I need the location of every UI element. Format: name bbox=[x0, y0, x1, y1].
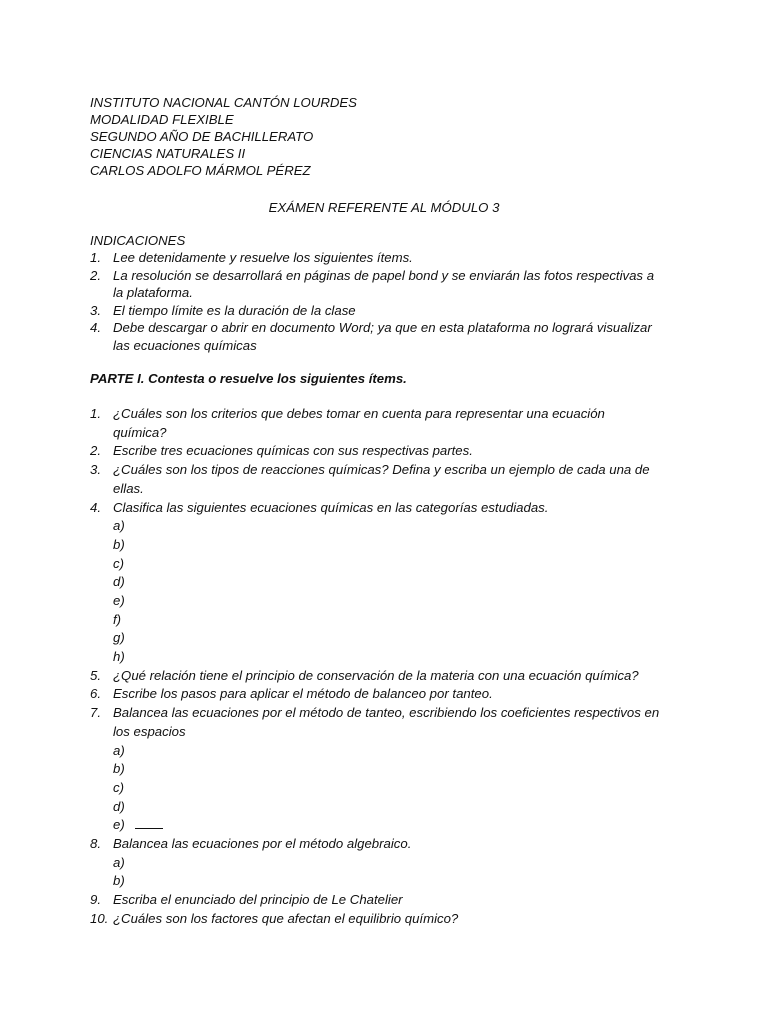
question-number: 3. bbox=[90, 462, 101, 478]
indication-text: Debe descargar o abrir en documento Word; ya que en esta plataforma no logrará visualizar las ecuaciones químicas bbox=[113, 320, 652, 353]
sub-item bbox=[113, 648, 660, 667]
question-number: 9. bbox=[90, 892, 101, 908]
sub-item-label: c) bbox=[113, 555, 124, 571]
question-item bbox=[90, 442, 660, 461]
question-item bbox=[90, 461, 660, 498]
exam-title: EXÁMEN REFERENTE AL MÓDULO 3 bbox=[268, 200, 500, 215]
sub-item bbox=[113, 816, 660, 835]
indication-text: El tiempo límite es la duración de la clase bbox=[113, 302, 356, 318]
question-item bbox=[90, 405, 660, 442]
header-subject: CIENCIAS NATURALES II bbox=[90, 146, 246, 161]
sub-item bbox=[113, 760, 660, 779]
indications-heading: INDICACIONES bbox=[90, 233, 186, 248]
question-text: Balancea las ecuaciones por el método algebraico. bbox=[113, 835, 412, 851]
indication-item bbox=[90, 319, 660, 354]
sub-item bbox=[113, 872, 660, 891]
sub-item bbox=[113, 742, 660, 761]
sub-item-label: e) bbox=[113, 817, 125, 833]
sub-item-label: a) bbox=[113, 854, 125, 870]
question-number: 7. bbox=[90, 705, 101, 721]
question-text: ¿Cuáles son los criterios que debes tomar en cuenta para representar una ecuación química? bbox=[113, 406, 605, 440]
indication-item bbox=[90, 249, 660, 267]
sub-item-list bbox=[113, 854, 660, 891]
question-text: Escriba el enunciado del principio de Le Chatelier bbox=[113, 892, 403, 908]
question-text: ¿Qué relación tiene el principio de conservación de la materia con una ecuación química? bbox=[113, 667, 639, 683]
sub-item bbox=[113, 629, 660, 648]
answer-blank-line bbox=[135, 816, 163, 829]
sub-item bbox=[113, 536, 660, 555]
sub-item bbox=[113, 854, 660, 873]
question-number: 4. bbox=[90, 499, 101, 515]
sub-item bbox=[113, 555, 660, 574]
header-modality: MODALIDAD FLEXIBLE bbox=[90, 112, 234, 127]
sub-item-label: a) bbox=[113, 742, 125, 758]
question-text: Escribe los pasos para aplicar el método de balanceo por tanteo. bbox=[113, 686, 493, 702]
sub-item-label: f) bbox=[113, 611, 122, 627]
question-number: 6. bbox=[90, 686, 101, 702]
header-teacher: CARLOS ADOLFO MÁRMOL PÉREZ bbox=[90, 163, 311, 178]
indication-number: 4. bbox=[90, 320, 101, 335]
question-text: Clasifica las siguientes ecuaciones químicas en las categorías estudiadas. bbox=[113, 499, 549, 515]
question-item bbox=[90, 667, 660, 686]
question-number: 2. bbox=[90, 443, 101, 459]
indication-item bbox=[90, 302, 660, 320]
sub-item-label: c) bbox=[113, 779, 124, 795]
sub-item-label: e) bbox=[113, 592, 125, 608]
sub-item bbox=[113, 798, 660, 817]
indications-section bbox=[90, 232, 660, 354]
indication-text: La resolución se desarrollará en páginas de papel bond y se enviarán las fotos respectivas a la plataforma. bbox=[113, 267, 655, 300]
header-institution: INSTITUTO NACIONAL CANTÓN LOURDES bbox=[90, 95, 357, 110]
indication-number: 1. bbox=[90, 250, 101, 265]
header-grade: SEGUNDO AÑO DE BACHILLERATO bbox=[90, 129, 314, 144]
question-text: Escribe tres ecuaciones químicas con sus respectivas partes. bbox=[113, 443, 473, 459]
sub-item bbox=[113, 611, 660, 630]
sub-item-label: b) bbox=[113, 761, 125, 777]
question-number: 5. bbox=[90, 667, 101, 683]
indication-number: 3. bbox=[90, 302, 101, 318]
sub-item-list bbox=[113, 517, 660, 667]
question-number: 1. bbox=[90, 406, 101, 421]
question-text: ¿Cuáles son los factores que afectan el equilibrio químico? bbox=[113, 910, 459, 926]
sub-item bbox=[113, 517, 660, 536]
sub-item-label: b) bbox=[113, 536, 125, 552]
indication-number: 2. bbox=[90, 267, 101, 283]
sub-item bbox=[113, 573, 660, 592]
sub-item bbox=[113, 592, 660, 611]
sub-item bbox=[113, 779, 660, 798]
question-text: Balancea las ecuaciones por el método de tanteo, escribiendo los coeficientes respectivos en los espacios bbox=[113, 705, 660, 739]
question-list bbox=[90, 405, 660, 928]
question-item bbox=[90, 891, 660, 910]
question-text: ¿Cuáles son los tipos de reacciones químicas? Defina y escriba un ejemplo de cada una de ellas. bbox=[113, 462, 650, 496]
question-item bbox=[90, 499, 660, 667]
sub-item-list bbox=[113, 742, 660, 835]
sub-item-label: b) bbox=[113, 873, 125, 889]
indication-text: Lee detenidamente y resuelve los siguientes ítems. bbox=[113, 250, 413, 265]
part-one-title: PARTE I. Contesta o resuelve los siguientes ítems. bbox=[90, 371, 407, 386]
sub-item-label: a) bbox=[113, 518, 125, 534]
question-item bbox=[90, 685, 660, 704]
sub-item-label: d) bbox=[113, 574, 125, 590]
question-item bbox=[90, 835, 660, 891]
document-header bbox=[90, 94, 357, 179]
sub-item-label: h) bbox=[113, 649, 125, 665]
sub-item-label: g) bbox=[113, 630, 125, 646]
question-number: 10. bbox=[90, 910, 109, 926]
question-number: 8. bbox=[90, 835, 101, 851]
question-item bbox=[90, 704, 660, 835]
sub-item-label: d) bbox=[113, 798, 125, 814]
indication-item bbox=[90, 267, 660, 302]
question-item bbox=[90, 910, 660, 929]
